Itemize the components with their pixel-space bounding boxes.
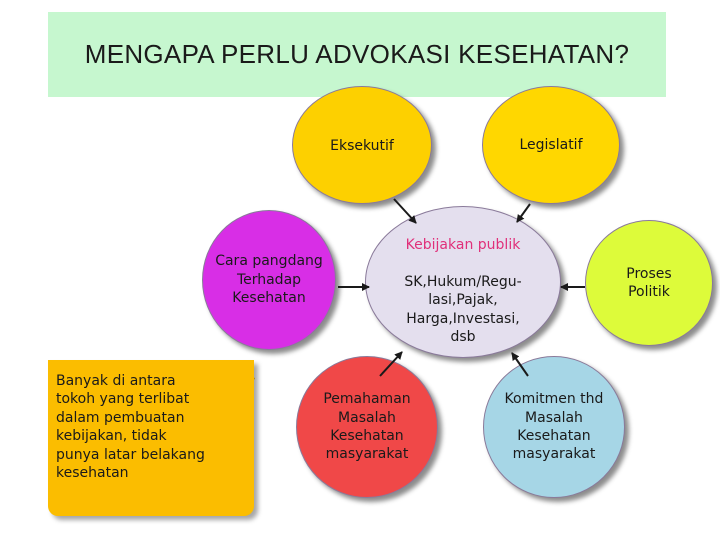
node-cara-pandang <box>202 210 336 350</box>
page-title: MENGAPA PERLU ADVOKASI KESEHATAN? <box>84 39 630 69</box>
node-pemahaman <box>296 356 438 498</box>
node-kebijakan-publik <box>365 206 561 358</box>
node-kebijakan-detail: SK,Hukum/Regu- lasi,Pajak, Harga,Investasi, dsb <box>404 273 522 346</box>
node-legislatif-label: Legislatif <box>519 136 583 153</box>
node-cara-pandang-label: Cara pangdang Terhadap Kesehatan <box>215 253 323 307</box>
node-proses-politik <box>585 220 713 346</box>
callout-text: Banyak di antara tokoh yang terlibat dalam pembuatan kebijakan, tidak punya latar belakang kesehatan <box>56 373 205 482</box>
node-komitmen <box>483 356 625 498</box>
node-pemahaman-label: Pemahaman Masalah Kesehatan masyarakat <box>323 391 411 463</box>
node-legislatif <box>482 86 620 204</box>
node-eksekutif-label: Eksekutif <box>330 138 394 154</box>
node-proses-politik-label: Proses Politik <box>626 265 672 300</box>
node-kebijakan-title: Kebijakan publik <box>405 236 521 253</box>
node-eksekutif <box>292 86 432 204</box>
callout-note <box>48 360 254 516</box>
title-banner <box>48 12 666 97</box>
node-komitmen-label: Komitmen thd Masalah Kesehatan masyarakat <box>504 391 604 463</box>
